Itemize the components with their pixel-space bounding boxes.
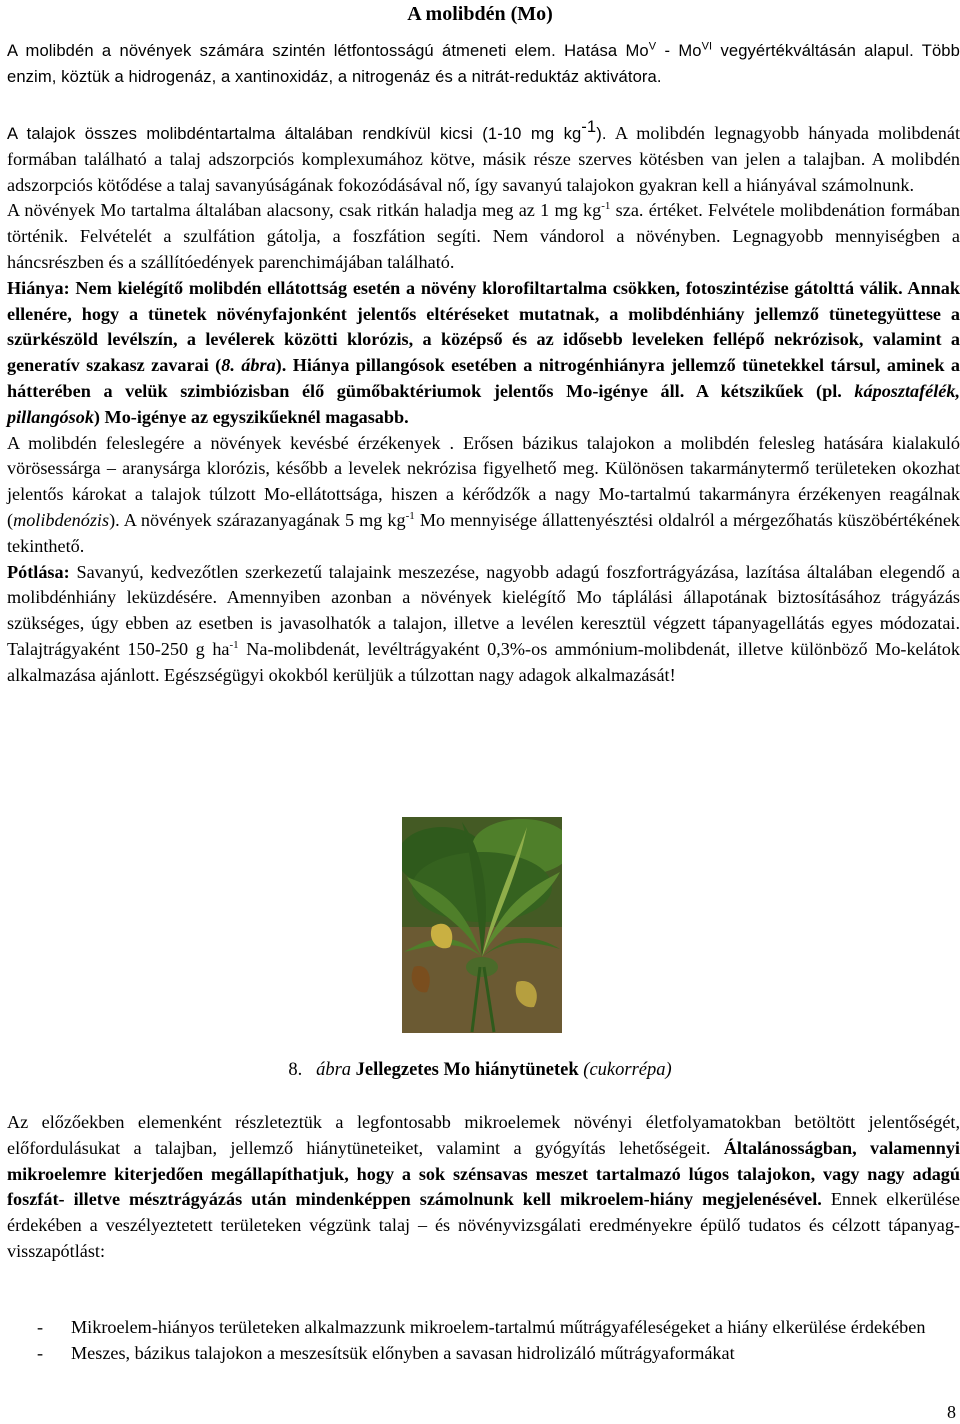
summary-paragraph: Az előzőekben elemenként részleteztük a legfontosabb mikroelemek növényi életfolyamatokban betöltött jelentőségét, előfordulásukat a talajban, jellemző hiánytüneteiket, valamint a gyógyítás lehetőségeit. Általánosságban, valamennyi mikroelemre kiterjedően megállapíthatjuk, hogy a sok szénsavas meszet tartalmazó lúgos talajokon, vagy nagy adagú foszfát- illetve mésztrágyázás után mindenképpen számolnunk kell mikroelem-hiány megjelenésével. Ennek elkerülése érdekében a veszélyeztetett területeken végzünk talaj – és növényvizsgálati eredményekre épülő tudatos és célzott tápanyag-visszapótlást:	[7, 1112, 960, 1261]
page-number: 8	[947, 1402, 956, 1422]
recommendation-list	[7, 1315, 960, 1367]
list-item: - Mikroelem-hiányos területeken alkalmazzunk mikroelem-tartalmú műtrágyaféleségeket a hiány elkerülése érdekében	[37, 1317, 926, 1337]
plants-paragraph: A növények Mo tartalma általában alacsony, csak ritkán haladja meg az 1 mg $kg^{-1}$ sza. értéket. Felvétele molibdenátion formában történik. Felvételét a szulfátion gátolja, a foszfátion segíti. Nem vándorol a növényben. Legnagyobb mennyiségben a háncsrészben és a szállítóedények parenchimájában található.	[7, 200, 960, 272]
remedy-paragraph: Pótlása: Savanyú, kedvezőtlen szerkezetű talajaink meszezése, nagyobb adagú foszfortrágyázása, lazítása általában elegendő a molibdénhiány leküzdésére. Amennyiben azonban a növények kielégítő Mo táplálási állapotának biztosításához trágyázás szükséges, úgy ebben az esetben is javasolhatók a talajon, illetve a levélen keresztül végzett tápanyagellátás egyes módozatai. Talajtrágyaként 150-250 g $ha^{-1}$ Na-molibdenát, levéltrágyaként 0,3%-os ammónium-molibdenát, illetve különböző Mo-kelátok alkalmazása ajánlott. Egészségügyi okokból kerüljük a túlzottan nagy adagok alkalmazását!	[7, 561, 960, 685]
intro-paragraph: A molibdén a növények számára szintén létfontosságú átmeneti elem. Hatása $Mo^V - Mo^{VI}$ vegyértékváltásán alapul. Több enzim, köztük a hidrogenáz, a xantinoxidáz, a nitrogenáz és a nitrát-reduktáz aktivátora.	[7, 40, 960, 86]
list-item: - Meszes, bázikus talajokon a meszesítsük előnyben a savasan hidrolizáló műtrágyaformákat	[37, 1342, 735, 1363]
soil-paragraph: A talajok összes molibdéntartalma általában rendkívül kicsi (1-10 mg $kg^{-1}$). A molibdén legnagyobb hányada molibdenát formában található a talaj adszorpciós komplexumához kötve, másik része szerves kötésben van jelen a talajban. A molibdén adszorpciós kötődése a talaj savanyúságának fokozódásával nő, így savanyú talajokon gyakran kell a hiányával számolnunk.	[7, 116, 960, 195]
deficiency-paragraph: Hiánya: Nem kielégítő molibdén ellátottság esetén a növény klorofiltartalma csökken, fotoszintézise gátolttá válik. Annak ellenére, hogy a tünetek növényfajonként jelentős eltéréseket mutatnak, a molibdénhiány jellemző tünetegyüttese a szürkészöld levélszín, a levélerek közötti klorózis, a középső és az idősebb leveleken fellépő nekrózisok, valamint a generatív szakasz zavarai (8. ábra). Hiánya pillangósok esetében a nitrogénhiányra jellemző tünetekkel társul, aminek a hátterében a velük szimbiózisban élő gümőbaktériumok jelentős Mo-igénye áll. A kétszikűek (pl. káposztafélék, pillangósok) Mo-igénye az egyszikűeknél magasabb.	[7, 277, 960, 427]
body-text	[7, 116, 960, 689]
figure-caption: 8. ábra Jellegzetes Mo hiánytünetek (cukorrépa)	[288, 1060, 672, 1080]
sugar-beet-leaves-image	[402, 817, 562, 1033]
sugar-beet-photo	[402, 817, 562, 1033]
excess-paragraph: A molibdén feleslegére a növények kevésbé érzékenyek . Erősen bázikus talajokon a molibdén felesleg hatására kialakuló vörösessárga – aranysárga klorózis, később a levelek nekrózisa figyelhető meg. Különösen takarmánytermő területeken okozhat jelentős károkat a talajok túlzott Mo-ellátottsága, hiszen a kérődzők a nagy Mo-tartalmú takarmányra érzékenyen reagálnak (molibdenózis). A növények szárazanyagának 5 mg $kg^{-1}$ Mo mennyisége állattenyésztési oldalról a mérgezőhatás küszöbértékének tekinthető.	[7, 432, 960, 556]
page-title: A molibdén (Mo)	[407, 3, 553, 25]
